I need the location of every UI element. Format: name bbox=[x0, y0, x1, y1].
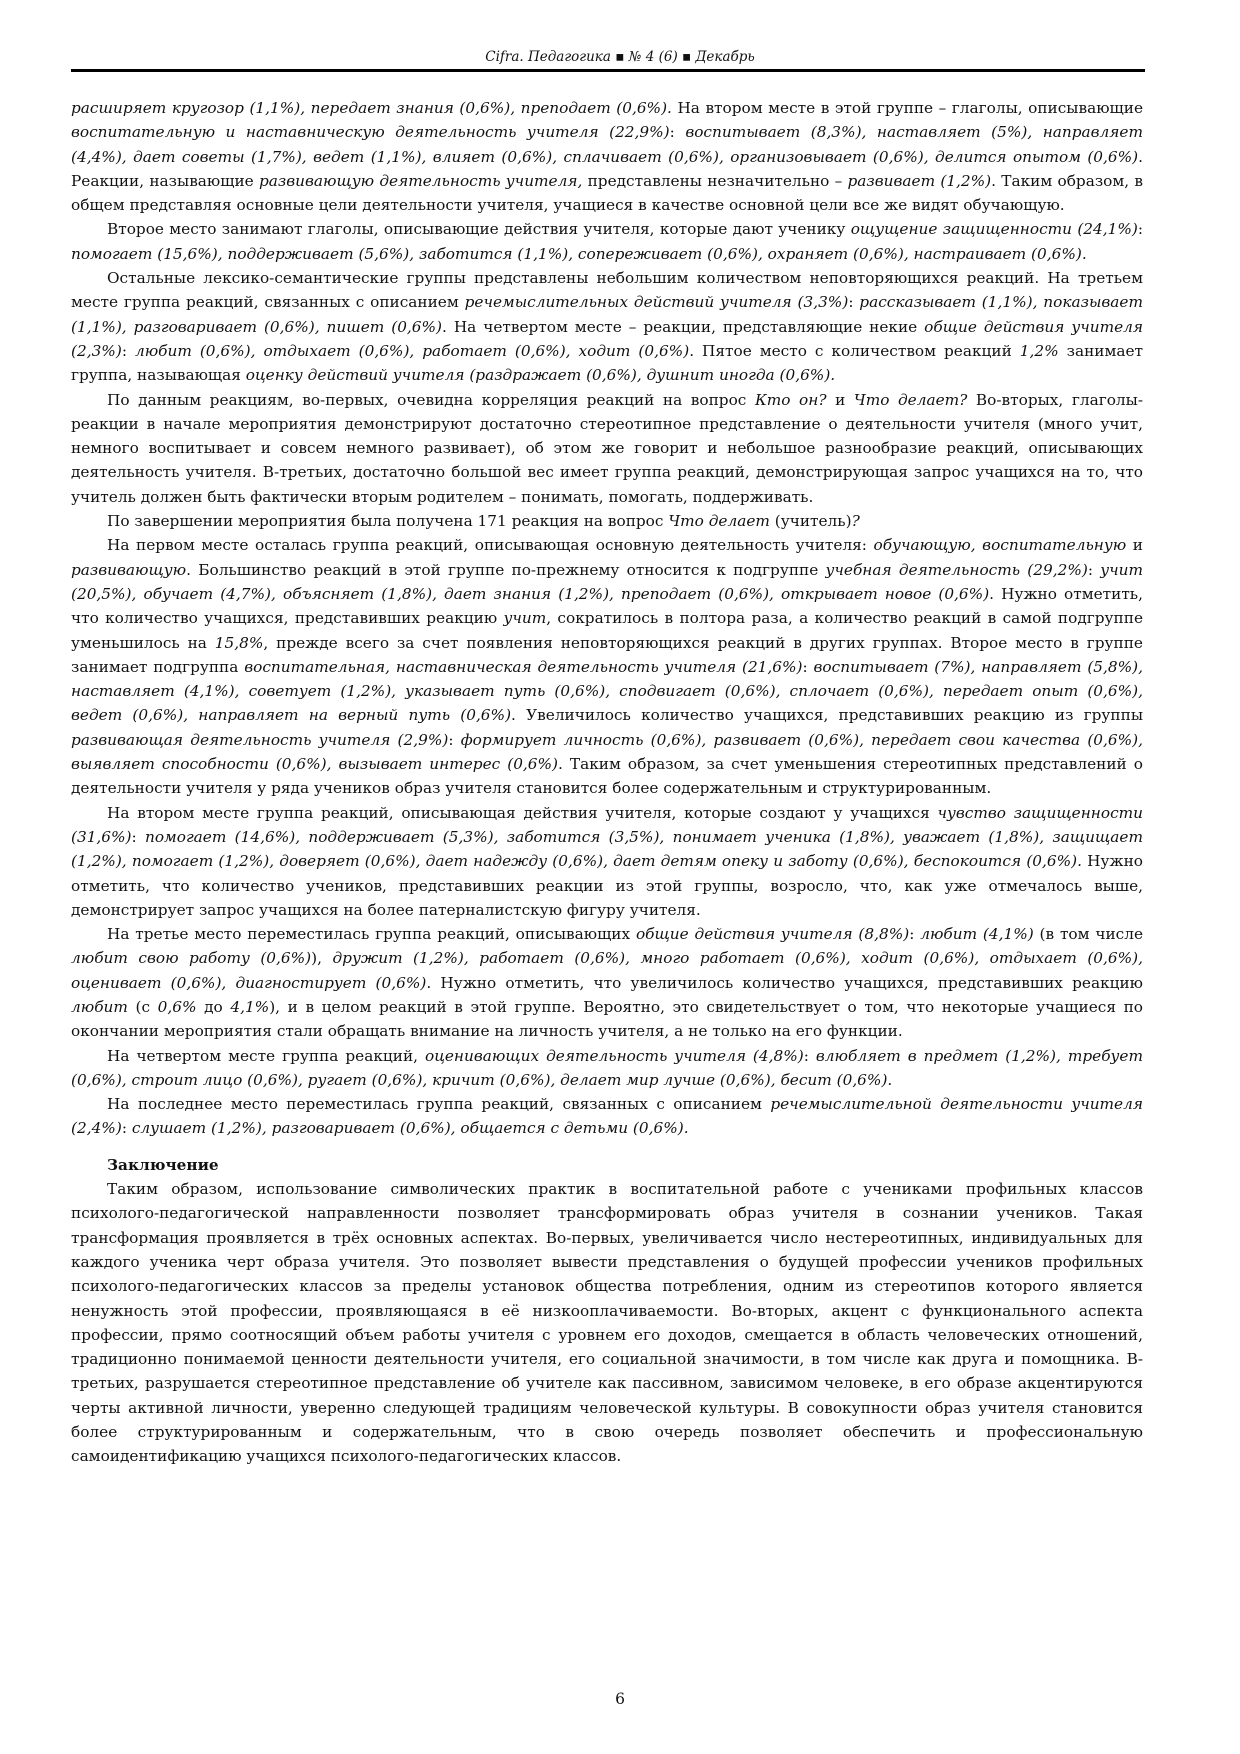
italic-term: обучающую, воспитательную bbox=[873, 536, 1127, 555]
text-run: ), и в целом реакций в этой группе. Вероятно, это свидетельствует о том, что некоторые учащиеся по окончании мероприятия стали обращать внимание на личность учителя, а не только на его функции. bbox=[71, 997, 1143, 1041]
text-run: и bbox=[826, 390, 854, 409]
italic-term: любит (0,6%), отдыхает (0,6%), работает (0,6%), ходит (0,6%) bbox=[134, 341, 690, 360]
body-paragraph bbox=[71, 922, 1143, 1043]
italic-term: дружит (1,2%), работает (0,6%), много работает (0,6%), ходит (0,6%), отдыхает (0,6%), оценивает (0,6%), диагностирует (0,6%) bbox=[71, 949, 1143, 992]
italic-term: 1,2% bbox=[1019, 341, 1059, 360]
italic-term: любит свою работу (0,6%) bbox=[71, 949, 312, 968]
text-run: : bbox=[848, 293, 860, 312]
italic-term: влюбляет в предмет (1,2%), требует (0,6%), строит лицо (0,6%), ругает (0,6%), кричит (0,6%), делает мир лучше (0,6%), бесит (0,6%). bbox=[71, 1046, 1143, 1089]
italic-term: учит (20,5%), обучает (4,7%), объясняет (1,8%), дает знания (1,2%), преподает (0,6%), открывает новое (0,6%) bbox=[71, 560, 1143, 603]
italic-term: помогает (14,6%), поддерживает (5,3%), заботится (3,5%), понимает ученика (1,8%), уважает (1,8%), защищает (1,2%), помогает (1,2%), доверяет (0,6%), дает надежду (0,6%), дает детям опеку и заботу (0,6%), беспокоится (0,6%). bbox=[71, 827, 1143, 871]
italic-term: слушает (1,2%), разговаривает (0,6%), общается с детьми (0,6%). bbox=[131, 1119, 689, 1138]
text-run: , сократилось в полтора раза, а количество реакций в самой подгруппе уменьшилось на bbox=[71, 609, 1143, 652]
italic-term: любит (4,1%) bbox=[920, 925, 1034, 944]
italic-term: речемыслительных действий учителя (3,3%) bbox=[464, 293, 849, 312]
italic-term: 0,6% bbox=[157, 997, 197, 1016]
italic-term: учит bbox=[503, 609, 547, 628]
text-run: (с bbox=[127, 997, 158, 1016]
italic-term: формирует личность (0,6%), развивает (0,6%), передает свои качества (0,6%), выявляет способности (0,6%), вызывает интерес (0,6%) bbox=[71, 730, 1143, 774]
text-run: . Реакции, называющие bbox=[71, 147, 1143, 190]
body-paragraph bbox=[71, 1044, 1143, 1093]
text-run: На четвертом месте группа реакций, bbox=[107, 1046, 425, 1065]
italic-term: расширяет кругозор (1,1%), передает знания (0,6%), преподает (0,6%). bbox=[71, 99, 672, 117]
italic-term: развивает (1,2%) bbox=[847, 171, 992, 190]
journal-header-title: Cifra. Педагогика ▪ № 4 (6) ▪ Декабрь bbox=[485, 49, 755, 65]
body-paragraph bbox=[71, 509, 1143, 533]
text-run: Второе место занимают глаголы, описывающие действия учителя, которые дают ученику bbox=[107, 220, 851, 239]
italic-term: воспитательная, наставническая деятельность учителя (21,6%) bbox=[244, 657, 803, 676]
italic-term: учебная деятельность (29,2%) bbox=[825, 560, 1088, 579]
page-number: 6 bbox=[615, 1690, 625, 1708]
italic-term: развивающая деятельность учителя (2,9%) bbox=[71, 730, 449, 749]
text-run: . Таким образом, в общем представляя основные цели деятельности учителя, учащиеся в качестве основной цели все же видят обучающую. bbox=[71, 171, 1143, 215]
italic-term: 15,8% bbox=[214, 633, 264, 652]
text-run: На втором месте группа реакций, описывающая действия учителя, которые создают у учащихся bbox=[107, 803, 938, 822]
text-run: . Нужно отметить, что увеличилось количество учащихся, представивших реакцию bbox=[426, 973, 1143, 992]
conclusion-heading: Заключение bbox=[107, 1155, 219, 1174]
italic-term: оценивающих деятельность учителя (4,8%) bbox=[424, 1046, 804, 1065]
italic-term: воспитывает (7%), направляет (5,8%), наставляет (4,1%), советует (1,2%), указывает путь (0,6%), сподвигает (0,6%), сплочает (0,6%), передает опыт (0,6%), ведет (0,6%), направляет на верный путь (0,6%) bbox=[71, 657, 1143, 725]
text-run: . Большинство реакций в этой группе по-прежнему относится к подгруппе bbox=[186, 560, 826, 579]
text-run: . На четвертом месте – реакции, представляющие некие bbox=[442, 317, 925, 336]
text-run: . Таким образом, за счет уменьшения стереотипных представлений о деятельности учителя у ряда учеников образ учителя становится более содержательным и структурированным. bbox=[71, 755, 1143, 798]
article-body bbox=[71, 96, 1143, 1469]
text-run: Нужно отметить, что количество учеников, представивших реакции из этой группы, возросло, что, как уже отмечалось выше, демонстрирует запрос учащихся на более патерналистскую фигуру учителя. bbox=[71, 852, 1143, 919]
text-run: По данным реакциям, во-первых, очевидна корреляция реакций на вопрос bbox=[107, 390, 755, 409]
text-run: : bbox=[131, 827, 145, 846]
text-run: : bbox=[121, 341, 135, 360]
text-run: . Пятое место с количеством реакций bbox=[689, 341, 1020, 360]
text-run: . Нужно отметить, что количество учащихся, представивших реакцию bbox=[71, 584, 1143, 628]
italic-term: помогает (15,6%), поддерживает (5,6%), заботится (1,1%), сопереживает (0,6%), охраняет (0,6%), настраивает (0,6%). bbox=[71, 244, 1087, 263]
italic-term: общие действия учителя (8,8%) bbox=[635, 925, 910, 944]
body-paragraph bbox=[71, 266, 1143, 387]
italic-term: любит bbox=[71, 997, 128, 1016]
text-run: представлены незначительно – bbox=[582, 171, 848, 190]
text-run: На втором месте в этой группе – глаголы, описывающие bbox=[671, 99, 1144, 117]
text-run: и bbox=[1126, 536, 1143, 555]
text-run: : bbox=[909, 925, 921, 944]
italic-term: ощущение защищенности (24,1%) bbox=[850, 220, 1138, 239]
italic-term: Что делает bbox=[668, 512, 770, 531]
body-paragraph bbox=[71, 533, 1143, 800]
italic-term: развивающую деятельность учителя, bbox=[258, 171, 583, 190]
text-run: : bbox=[448, 730, 461, 749]
text-run: На первом месте осталась группа реакций, описывающая основную деятельность учителя: bbox=[107, 536, 874, 555]
text-run: : bbox=[1087, 560, 1101, 579]
italic-term: ? bbox=[851, 512, 860, 531]
body-paragraphs bbox=[71, 96, 1143, 1141]
text-run: , прежде всего за счет появления неповторяющихся реакций в других группах. Второе место в группе занимает подгруппа bbox=[71, 633, 1143, 676]
italic-term: общие действия учителя (2,3%) bbox=[71, 317, 1143, 360]
header-rule bbox=[71, 69, 1145, 72]
text-run: : bbox=[121, 1119, 132, 1138]
text-run: По завершении мероприятия была получена 171 реакция на вопрос bbox=[107, 512, 669, 531]
text-run: : bbox=[1137, 220, 1144, 239]
text-run: до bbox=[196, 997, 231, 1016]
conclusion-paragraph: Таким образом, использование символических практик в воспитательной работе с учениками профильных классов психолого-педагогической направленности позволяет трансформировать образ учителя в сознании учеников. Такая трансформация проявляется в трёх основных аспектах. Во-первых, увеличивается число нестереотипных, индивидуальных для каждого ученика черт образа учителя. Это позволяет вывести представления о будущей профессии учеников профильных психолого-педагогических классов за пределы установок общества потребления, одним из стереотипов которого является ненужность этой профессии, проявляющаяся в её низкооплачиваемости. Во-вторых, акцент с функционального аспекта профессии, прямо соотносящий объем работы учителя с уровнем его доходов, смещается в область человеческих отношений, традиционно понимаемой ценности деятельности учителя, его социальной значимости, в том числе как друга и помощника. В-третьих, разрушается стереотипное представление об учителе как пассивном, зависимом человеке, в его образе акцентируются черты активной личности, уверенно следующей традициям человеческой культуры. В совокупности образ учителя становится более структурированным и содержательным, что в свою очередь позволяет обеспечить и профессиональную самоидентификацию учащихся психолого-педагогических классов. bbox=[71, 1180, 1143, 1466]
body-paragraph bbox=[71, 1092, 1143, 1141]
italic-term: воспитательную и наставническую деятельность учителя (22,9%) bbox=[71, 123, 670, 142]
text-run: занимает группа, называющая bbox=[71, 341, 1143, 385]
italic-term: Кто он? bbox=[754, 390, 827, 409]
text-run: . Увеличилось количество учащихся, представивших реакцию из группы bbox=[511, 706, 1143, 725]
italic-term: развивающую bbox=[71, 560, 187, 579]
body-paragraph bbox=[71, 801, 1143, 922]
text-run: : bbox=[803, 1046, 816, 1065]
text-run: : bbox=[669, 123, 686, 142]
text-run: (учитель) bbox=[769, 512, 852, 531]
text-run: На последнее место переместилась группа реакций, связанных с описанием bbox=[107, 1095, 771, 1114]
italic-term: рассказывает (1,1%), показывает (1,1%), разговаривает (0,6%), пишет (0,6%) bbox=[71, 293, 1143, 336]
italic-term: оценку действий учителя (раздражает (0,6%), душнит иногда (0,6%). bbox=[245, 366, 836, 385]
body-paragraph bbox=[71, 388, 1143, 509]
italic-term: воспитывает (8,3%), наставляет (5%), направляет (4,4%), дает советы (1,7%), ведет (1,1%), влияет (0,6%), сплачивает (0,6%), организовывает (0,6%), делится опытом (0,6%) bbox=[71, 123, 1143, 166]
text-run: ), bbox=[311, 949, 333, 968]
italic-term: Что делает? bbox=[853, 390, 968, 409]
text-run: (в том числе bbox=[1033, 925, 1144, 944]
italic-term: чувство защищенности (31,6%) bbox=[71, 803, 1143, 846]
text-run: Остальные лексико-семантические группы представлены небольшим количеством неповторяющихся реакций. На третьем месте группа реакций, связанных с описанием bbox=[71, 269, 1143, 312]
italic-term: речемыслительной деятельности учителя (2,4%) bbox=[71, 1095, 1143, 1138]
text-run: Во-вторых, глаголы-реакции в начале мероприятия демонстрируют достаточно стереотипное представление о деятельности учителя (много учит, немного воспитывает и совсем немного развивает), об этом же говорит и небольшое разнообразие реакций, описывающих деятельность учителя. В-третьих, достаточно большой вес имеет группа реакций, демонстрирующая запрос учащихся на то, что учитель должен быть фактически вторым родителем – понимать, помогать, поддерживать. bbox=[71, 390, 1143, 506]
text-run: На третье место переместилась группа реакций, описывающих bbox=[107, 925, 636, 944]
text-run: : bbox=[802, 657, 814, 676]
body-paragraph bbox=[71, 96, 1143, 217]
body-paragraph bbox=[71, 217, 1143, 266]
italic-term: 4,1% bbox=[230, 997, 270, 1016]
